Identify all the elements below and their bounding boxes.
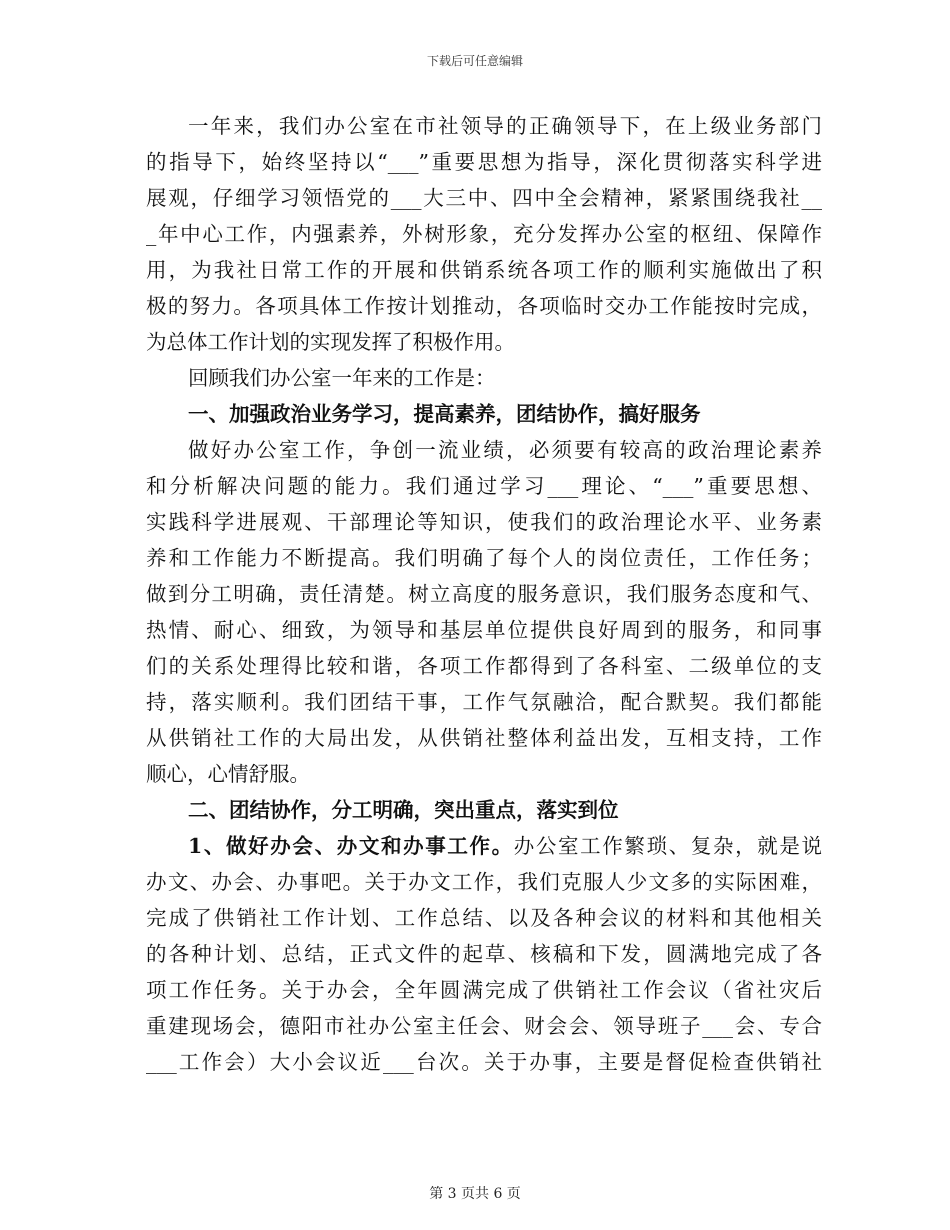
paragraph-line: 的指导下，始终坚持以“___”重要思想为指导，深化贯彻落实科学进 [146, 150, 822, 174]
paragraph-line [146, 828, 822, 864]
paragraph-line: 做到分工明确，责任清楚。树立高度的服务意识，我们服务态度和气、 [146, 582, 822, 606]
paragraph-line: 做好办公室工作，争创一流业绩，必须要有较高的政治理论素养 [188, 438, 822, 462]
paragraph-line: 完成了供销社工作计划、工作总结、以及各种会议的材料和其他相关 [146, 906, 822, 930]
paragraph-line: 们的关系处理得比较和谐，各项工作都得到了各科室、二级单位的支 [146, 654, 822, 678]
paragraph-line: 养和工作能力不断提高。我们明确了每个人的岗位责任，工作任务； [146, 546, 822, 570]
paragraph-line: 回顾我们办公室一年来的工作是： [188, 366, 496, 390]
paragraph-line: 实践科学进展观、干部理论等知识，使我们的政治理论水平、业务素 [146, 510, 822, 534]
subsection-lead: 1、做好办会、办文和办事工作。 [188, 834, 514, 858]
paragraph-line: _年中心工作，内强素养，外树形象，充分发挥办公室的枢纽、保障作 [146, 222, 822, 246]
paragraph-line: 重建现场会，德阳市社办公室主任会、财会会、领导班子___会、专合 [146, 1014, 822, 1038]
page-footer: 第 3 页共 6 页 [429, 1186, 521, 1202]
paragraph-line: 办文、办会、办事吧。关于办文工作，我们克服人少文多的实际困难， [146, 870, 822, 894]
page-header: 下载后可任意编辑 [426, 54, 523, 68]
paragraph-line: 极的努力。各项具体工作按计划推动，各项临时交办工作能按时完成， [146, 294, 822, 318]
paragraph-line: 的各种计划、总结，正式文件的起草、核稿和下发，圆满地完成了各 [146, 942, 822, 966]
paragraph-line: 展观，仔细学习领悟党的___大三中、四中全会精神，紧紧围绕我社__ [146, 186, 822, 210]
paragraph-line: 为总体工作计划的实现发挥了积极作用。 [146, 330, 515, 354]
subsection-text: 办公室工作繁琐、复杂，就是说 [513, 834, 822, 858]
paragraph-line: 从供销社工作的大局出发，从供销社整体利益出发，互相支持，工作 [146, 726, 822, 750]
paragraph-line: 用，为我社日常工作的开展和供销系统各项工作的顺利实施做出了积 [146, 258, 822, 282]
paragraph-line: 持，落实顺利。我们团结干事，工作气氛融洽，配合默契。我们都能 [146, 690, 822, 714]
document-body [146, 108, 822, 1080]
paragraph-line: 和分析解决问题的能力。我们通过学习___理论、“___”重要思想、 [146, 474, 822, 498]
section-heading-2: 二、团结协作，分工明确，突出重点，落实到位 [188, 798, 619, 822]
paragraph-line: 项工作任务。关于办会，全年圆满完成了供销社工作会议（省社灾后 [146, 978, 822, 1002]
paragraph-line: 热情、耐心、细致，为领导和基层单位提供良好周到的服务，和同事 [146, 618, 822, 642]
paragraph-line: 顺心，心情舒服。 [146, 762, 310, 786]
section-heading-1: 一、加强政治业务学习，提高素养，团结协作，搞好服务 [188, 402, 701, 426]
paragraph-line: 一年来，我们办公室在市社领导的正确领导下，在上级业务部门 [188, 114, 822, 138]
paragraph-line: ___工作会）大小会议近___台次。关于办事，主要是督促检查供销社 [146, 1050, 822, 1074]
